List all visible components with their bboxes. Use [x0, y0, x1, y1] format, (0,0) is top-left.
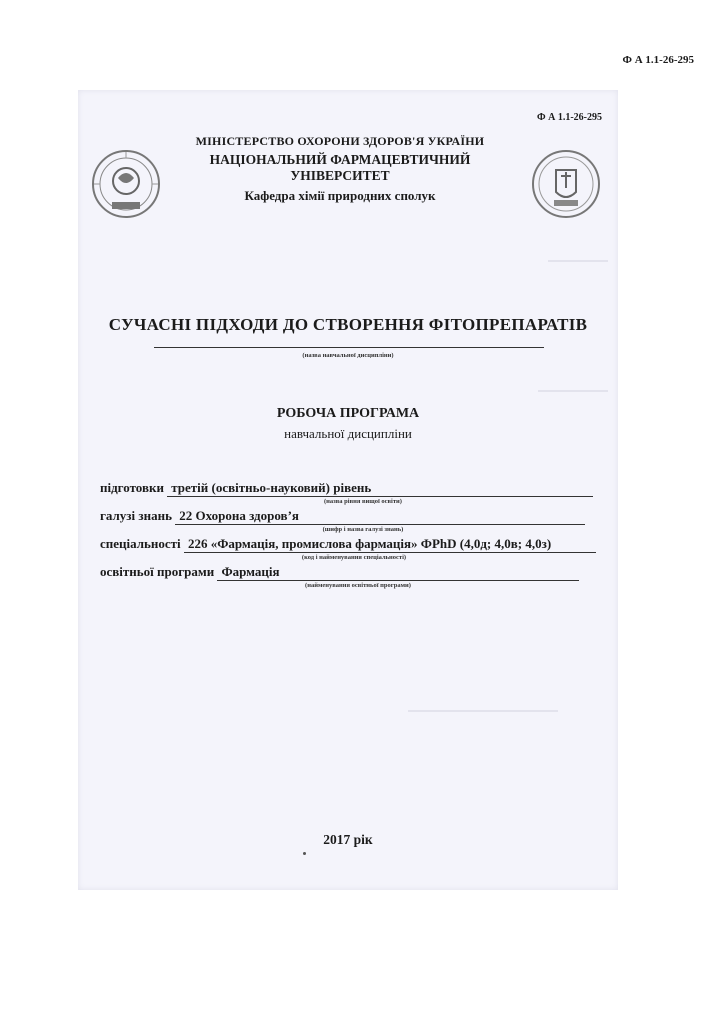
ministry-name: МІНІСТЕРСТВО ОХОРОНИ ЗДОРОВ'Я УКРАЇНИ [195, 134, 485, 148]
field-caption: (код і найменування спеціальності) [301, 554, 407, 561]
course-caption: (назва навчальної дисципліни) [302, 352, 394, 359]
title-underline [154, 347, 544, 348]
field-value: третій (освітньо-науковий) рівень [167, 480, 593, 497]
document-year: 2017 рік [323, 832, 373, 847]
document-sheet [78, 90, 618, 890]
field-level [100, 480, 600, 497]
course-title: СУЧАСНІ ПІДХОДИ ДО СТВОРЕННЯ ФІТОПРЕПАРАТІВ [108, 315, 588, 334]
bleed-through-mark [408, 710, 558, 712]
field-value: 22 Охорона здоров’я [175, 508, 585, 525]
field-value: Фармація [217, 564, 579, 581]
field-knowledge-area [100, 508, 600, 525]
field-label: освітньої програми [100, 564, 215, 579]
program-title: РОБОЧА ПРОГРАМА [276, 406, 420, 421]
university-name: НАЦІОНАЛЬНИЙ ФАРМАЦЕВТИЧНИЙ УНІВЕРСИТЕТ [209, 152, 471, 183]
field-caption: (шифр і назва галузі знань) [322, 526, 404, 533]
field-value: 226 «Фармація, промислова фармація» ФPhD (4,0д; 4,0в; 4,0з) [184, 536, 596, 553]
field-label: підготовки [100, 480, 164, 495]
field-label: галузі знань [100, 508, 172, 523]
university-seal-right-icon [530, 148, 602, 220]
university-seal-left-icon [90, 148, 162, 220]
field-specialty [100, 536, 600, 553]
page-code: Ф А 1.1-26-295 [622, 54, 694, 66]
bleed-through-mark [538, 390, 608, 392]
field-caption: (назва рівня вищої освіти) [324, 498, 402, 505]
institution-header [160, 134, 520, 204]
field-educational-program [100, 564, 600, 581]
sheet-code: Ф А 1.1-26-295 [537, 112, 602, 123]
department-name: Кафедра хімії природних сполук [244, 188, 436, 203]
field-label: спеціальності [100, 536, 181, 551]
program-subtitle: навчальної дисципліни [284, 426, 412, 441]
paper-speck [303, 852, 306, 855]
field-caption: (найменування освітньої програми) [305, 582, 411, 589]
bleed-through-mark [548, 260, 608, 262]
